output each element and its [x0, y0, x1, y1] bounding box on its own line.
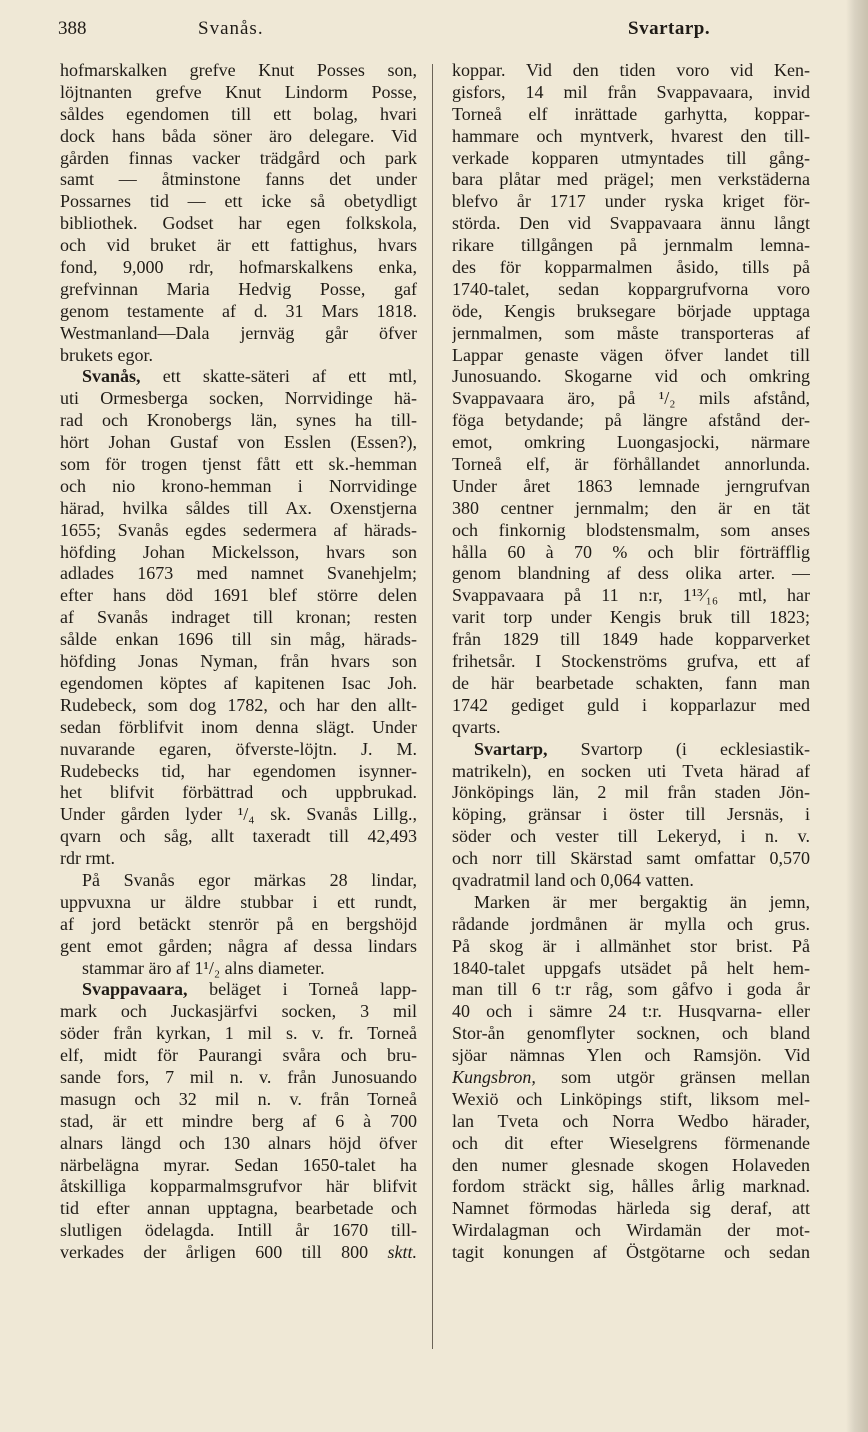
line-text: såldes egendomen till ett bolag, hvari — [60, 103, 417, 124]
line-text: och norr till Skärstad samt omfattar 0,570 — [452, 848, 810, 869]
line-text: Wexiö och Linköpings stift, liksom mel- — [452, 1088, 810, 1109]
text-line — [452, 82, 810, 104]
line-text: På Svanås egor märkas 28 lindar, — [82, 869, 417, 890]
text-line — [452, 1067, 810, 1089]
text-line — [452, 235, 810, 257]
text-line — [452, 673, 810, 695]
text-line — [60, 892, 417, 914]
text-line — [60, 213, 417, 235]
text-line — [60, 82, 417, 104]
line-text: samt — åtminstone fanns det under — [60, 169, 417, 190]
text-line — [60, 936, 417, 958]
line-text: rdr rmt. — [60, 848, 115, 869]
line-text: från 1829 till 1849 hade kopparverket — [452, 629, 810, 650]
line-text: matrikeln), en socken uti Tveta härad af — [452, 760, 810, 781]
line-text: emot, omkring Luongasjocki, närmare — [452, 432, 810, 453]
text-line — [452, 870, 810, 892]
text-line — [60, 717, 417, 739]
line-text: verkades der årligen 600 till 800 — [60, 1242, 388, 1263]
text-line — [60, 235, 417, 257]
line-text: bibliothek. Godset har egen folkskola, — [60, 213, 417, 234]
line-text: sålde enkan 1696 till sin måg, härads- — [60, 629, 417, 650]
text-line — [60, 410, 417, 432]
text-line — [452, 1045, 810, 1067]
line-text: föga betydande; på längre afstånd der- — [452, 410, 810, 431]
line-text: verkade kopparen utmyntades till gång- — [452, 147, 810, 168]
text-line — [60, 1067, 417, 1089]
line-text: Under gården lyder ¹/₄ sk. Svanås Lillg., — [60, 804, 417, 825]
text-line — [60, 673, 417, 695]
text-line — [60, 388, 417, 410]
line-text: dock hans båda söner äro delegare. Vid — [60, 125, 417, 146]
text-line — [60, 870, 417, 892]
line-text: Junosuando. Skogarne vid och omkring — [452, 366, 810, 387]
text-line — [452, 607, 810, 629]
line-text: frihetsår. I Stockenströms grufva, ett af — [452, 651, 810, 672]
text-line — [452, 892, 810, 914]
line-text: och finkornig blodstensmalm, som anses — [452, 519, 810, 540]
entry-headword: Svanås, — [82, 366, 141, 387]
text-line — [452, 148, 810, 170]
line-text: Svappavaara äro, på ¹/₂ mils afstånd, — [452, 388, 810, 409]
text-line — [452, 104, 810, 126]
line-text: beläget i Torneå lapp- — [187, 979, 417, 1000]
text-line — [452, 388, 810, 410]
italic-term: Kungsbron, — [452, 1066, 536, 1087]
text-line — [452, 739, 810, 761]
text-line — [60, 542, 417, 564]
text-line — [60, 126, 417, 148]
line-text: qvarn och såg, allt taxeradt till 42,493 — [60, 826, 417, 847]
text-line — [60, 191, 417, 213]
line-text: 1840-talet uppgafs utsädet på helt hem- — [452, 957, 810, 978]
text-line — [452, 1089, 810, 1111]
line-text: som för trogen tjenst fått ett sk.-hemman — [60, 454, 417, 475]
text-line — [452, 410, 810, 432]
text-line — [60, 1001, 417, 1023]
line-text: sjöar nämnas Ylen och Ramsjön. Vid — [452, 1045, 810, 1066]
line-text: het blifvit förbättrad och uppbrukad. — [60, 782, 417, 803]
text-line — [60, 1220, 417, 1242]
text-line — [452, 804, 810, 826]
line-text: efter hans död 1691 blef större delen — [60, 585, 417, 606]
line-text: Rudebeck, som dog 1782, och har den allt- — [60, 694, 417, 715]
text-line — [60, 1045, 417, 1067]
line-text: man till 6 t:r råg, som gåfvo i goda år — [452, 979, 810, 1000]
line-text: gent emot gården; några af dessa lindars — [60, 935, 417, 956]
text-line — [452, 498, 810, 520]
text-line — [60, 520, 417, 542]
text-line — [452, 1176, 810, 1198]
text-line — [60, 958, 417, 980]
line-text: koppar. Vid den tiden voro vid Ken- — [452, 60, 810, 80]
line-text: Westmanland—Dala jernväg går öfver — [60, 322, 417, 343]
text-line — [452, 191, 810, 213]
column-divider — [432, 64, 433, 1349]
line-text: Namnet förmodas härleda sig deraf, att — [452, 1198, 810, 1219]
line-text: af Svanås indraget till kronan; resten — [60, 607, 417, 628]
line-text: genom blandning af dess olika arter. — — [452, 563, 810, 584]
line-text: Wirdalagman och Wirdamän der mot- — [452, 1220, 810, 1241]
line-text: hålla 60 à 70 % och blir förträfflig — [452, 541, 810, 562]
text-line — [60, 761, 417, 783]
line-text: Rudebecks tid, har egendomen isynner- — [60, 760, 417, 781]
text-line — [60, 585, 417, 607]
line-text: adlades 1673 med namnet Svanehjelm; — [60, 563, 417, 584]
line-text: 40 och i sämre 24 t:r. Husqvarna- eller — [452, 1001, 810, 1022]
text-line — [60, 607, 417, 629]
line-text: alnars längd och 130 alnars höjd öfver — [60, 1132, 417, 1153]
line-text: 1740-talet, sedan koppargrufvorna voro — [452, 278, 810, 299]
text-line — [452, 476, 810, 498]
line-text: Possarnes tid — ett icke så obetydligt — [60, 191, 417, 212]
line-text: Jönköpings län, 2 mil från staden Jön- — [452, 782, 810, 803]
line-text: masugn och 32 mil n. v. från Torneå — [60, 1088, 417, 1109]
text-line — [452, 848, 810, 870]
text-line — [452, 520, 810, 542]
text-line — [452, 366, 810, 388]
line-text: löjtnanten grefve Knut Lindorm Posse, — [60, 81, 417, 102]
text-line — [60, 279, 417, 301]
entry-headword: Svartarp, — [474, 738, 548, 759]
text-line — [452, 914, 810, 936]
line-text: öde, Kengis bruksegare började upptaga — [452, 300, 810, 321]
line-text: mark och Juckasjärfvi socken, 3 mil — [60, 1001, 417, 1022]
text-line — [452, 1001, 810, 1023]
line-text: ett skatte-säteri af ett mtl, — [140, 366, 417, 387]
line-text: bara plåtar med prägel; men verkstäderna — [452, 169, 810, 190]
line-text: närbelägna myrar. Sedan 1650-talet ha — [60, 1154, 417, 1175]
line-text: qvadratmil land och 0,064 vatten. — [452, 869, 694, 890]
text-line — [452, 323, 810, 345]
line-text: rikare tillgången på jernmalm lemna- — [452, 235, 810, 256]
line-text: grefvinnan Maria Hedvig Posse, gaf — [60, 278, 417, 299]
text-line — [452, 1023, 810, 1045]
text-line — [452, 279, 810, 301]
line-text: fordom sträckt sig, hålles årlig marknad. — [452, 1176, 810, 1197]
text-line — [60, 366, 417, 388]
line-text: höfding Jonas Nyman, från hvars son — [60, 651, 417, 672]
text-line — [60, 169, 417, 191]
line-text: gården finnas vacker trädgård och park — [60, 147, 417, 168]
text-line — [452, 1155, 810, 1177]
line-text: Svappavaara på 11 n:r, 1¹³⁄₁₆ mtl, har — [452, 585, 810, 606]
line-text: qvarts. — [452, 716, 501, 737]
text-line — [60, 476, 417, 498]
text-line — [452, 585, 810, 607]
line-text: 1742 gediget guld i kopparlazur med — [452, 694, 810, 715]
text-line — [452, 257, 810, 279]
line-text: Lappar genaste vägen öfver landet till — [452, 344, 810, 365]
text-line — [60, 1111, 417, 1133]
text-line — [452, 979, 810, 1001]
running-title-right: Svartarp. — [628, 18, 711, 39]
line-text: stammar äro af 1¹/₂ alns diameter. — [82, 957, 325, 978]
line-text: jernmalmen, som måste transporteras af — [452, 322, 810, 343]
line-text: På skog är i allmänhet stor brist. På — [452, 935, 810, 956]
text-line — [452, 761, 810, 783]
text-line — [60, 979, 417, 1001]
text-line — [452, 782, 810, 804]
text-line — [60, 1133, 417, 1155]
line-text: nuvarande egaren, öfverste-löjtn. J. M. — [60, 738, 417, 759]
text-line — [60, 301, 417, 323]
line-text: Under året 1863 lemnade jerngrufvan — [452, 475, 810, 496]
text-line — [60, 1023, 417, 1045]
line-text: tid efter annan upptagna, bearbetade och — [60, 1198, 417, 1219]
entry-headword: Svappavaara, — [82, 979, 188, 1000]
line-text: hört Johan Gustaf von Esslen (Essen?), — [60, 432, 417, 453]
text-line — [60, 1242, 417, 1264]
line-text: den numer glesnade skogen Holaveden — [452, 1154, 810, 1175]
text-line — [60, 498, 417, 520]
text-line — [452, 301, 810, 323]
line-text: rådande jordmånen är mylla och grus. — [452, 913, 810, 934]
line-text: uppvuxna ur äldre stubbar i ett rundt, — [60, 891, 417, 912]
line-text: hammare och myntverk, hvarest den till- — [452, 125, 810, 146]
text-line — [452, 826, 810, 848]
line-text: des för kopparmalmen åsido, tills på — [452, 257, 810, 278]
text-line — [60, 563, 417, 585]
line-text: och vid bruket är ett fattighus, hvars — [60, 235, 417, 256]
line-text: genom testamente af d. 31 Mars 1818. — [60, 300, 417, 321]
text-line — [452, 936, 810, 958]
text-line — [60, 432, 417, 454]
text-line — [60, 804, 417, 826]
line-text: de här bearbetade schakten, fann man — [452, 672, 810, 693]
line-text: elf, midt för Paurangi svåra och bru- — [60, 1045, 417, 1066]
text-line — [452, 60, 810, 82]
line-text: 1655; Svanås egdes sedermera af härads- — [60, 519, 417, 540]
line-text: lan Tveta och Norra Wedbo härader, — [452, 1110, 810, 1131]
running-title-left: Svanås. — [198, 18, 264, 39]
text-line — [60, 454, 417, 476]
page-header — [58, 18, 848, 44]
page-number: 388 — [58, 18, 87, 39]
text-line — [452, 454, 810, 476]
text-line — [60, 848, 417, 870]
line-text: söder från kyrkan, 1 mil s. v. fr. Torneå — [60, 1023, 417, 1044]
line-text: fond, 9,000 rdr, hofmarskalkens enka, — [60, 257, 417, 278]
italic-term: sktt. — [387, 1242, 417, 1263]
text-line — [452, 169, 810, 191]
line-text: och dit efter Wieselgrens förmenande — [452, 1132, 810, 1153]
text-line — [452, 126, 810, 148]
line-text: uti Ormesberga socken, Norrvidinge hä- — [60, 388, 417, 409]
text-line — [452, 1111, 810, 1133]
text-line — [452, 1198, 810, 1220]
text-line — [452, 651, 810, 673]
text-line — [452, 1242, 810, 1264]
line-text: höfding Johan Mickelsson, hvars son — [60, 541, 417, 562]
line-text: och nio krono-hemman i Norrvidinge — [60, 475, 417, 496]
line-text: Stor-ån genomflyter socknen, och bland — [452, 1023, 810, 1044]
line-text: hofmarskalken grefve Knut Posses son, — [60, 60, 417, 80]
text-line — [60, 1176, 417, 1198]
line-text: sedan förblifvit inom denna slägt. Under — [60, 716, 417, 737]
text-line — [60, 1089, 417, 1111]
text-line — [60, 1155, 417, 1177]
line-text: slutligen ödelagda. Intill år 1670 till- — [60, 1220, 417, 1241]
right-column — [452, 60, 810, 1264]
line-text: stad, är ett mindre berg af 6 à 700 — [60, 1110, 417, 1131]
line-text: Torneå elf, är förhållandet annorlunda. — [452, 454, 810, 475]
line-text: härad, hvilka såldes till Ax. Oxenstjerna — [60, 497, 417, 518]
line-text: rad och Kronobergs län, synes ha till- — [60, 410, 417, 431]
page-edge — [846, 0, 868, 1432]
line-text: köping, gränsar i öster till Jersnäs, i — [452, 804, 810, 825]
line-text: blefvo år 1717 under ryska kriget för- — [452, 191, 810, 212]
text-line — [60, 104, 417, 126]
line-text: tagit konungen af Östgötarne och sedan — [452, 1242, 810, 1263]
text-line — [60, 739, 417, 761]
text-line — [452, 629, 810, 651]
line-text: egendomen köptes af kapitenen Isac Joh. — [60, 672, 417, 693]
text-line — [60, 148, 417, 170]
text-line — [452, 1133, 810, 1155]
line-text: söder och vester till Lekeryd, i n. v. — [452, 826, 810, 847]
text-line — [60, 826, 417, 848]
text-line — [60, 782, 417, 804]
text-line — [60, 651, 417, 673]
text-line — [452, 432, 810, 454]
line-text: brukets egor. — [60, 344, 153, 365]
text-line — [452, 213, 810, 235]
text-line — [60, 914, 417, 936]
line-text: Torneå elf inrättade garhytta, koppar- — [452, 103, 810, 124]
text-line — [60, 345, 417, 367]
text-line — [452, 542, 810, 564]
text-line — [60, 323, 417, 345]
line-text: Svartorp (i ecklesiastik- — [547, 738, 810, 759]
text-line — [60, 629, 417, 651]
line-text: 380 centner jernmalm; den är en tät — [452, 497, 810, 518]
line-text: störda. Den vid Svappavaara ännu långt — [452, 213, 810, 234]
text-line — [60, 1198, 417, 1220]
text-line — [452, 1220, 810, 1242]
text-line — [452, 958, 810, 980]
text-line — [452, 717, 810, 739]
line-text: af jord betäckt stenrör på en bergshöjd — [60, 913, 417, 934]
text-line — [60, 695, 417, 717]
line-text: som utgör gränsen mellan — [535, 1066, 810, 1087]
line-text: sande fors, 7 mil n. v. från Junosuando — [60, 1066, 417, 1087]
line-text: varit torp under Kengis bruk till 1823; — [452, 607, 810, 628]
text-line — [60, 60, 417, 82]
text-line — [452, 695, 810, 717]
left-column — [60, 60, 417, 1264]
line-text: Marken är mer bergaktig än jemn, — [474, 891, 810, 912]
line-text: åtskilliga kopparmalmsgrufvor här blifvit — [60, 1176, 417, 1197]
text-line — [60, 257, 417, 279]
text-line — [452, 563, 810, 585]
line-text: gisfors, 14 mil från Svappavaara, invid — [452, 81, 810, 102]
text-line — [452, 345, 810, 367]
